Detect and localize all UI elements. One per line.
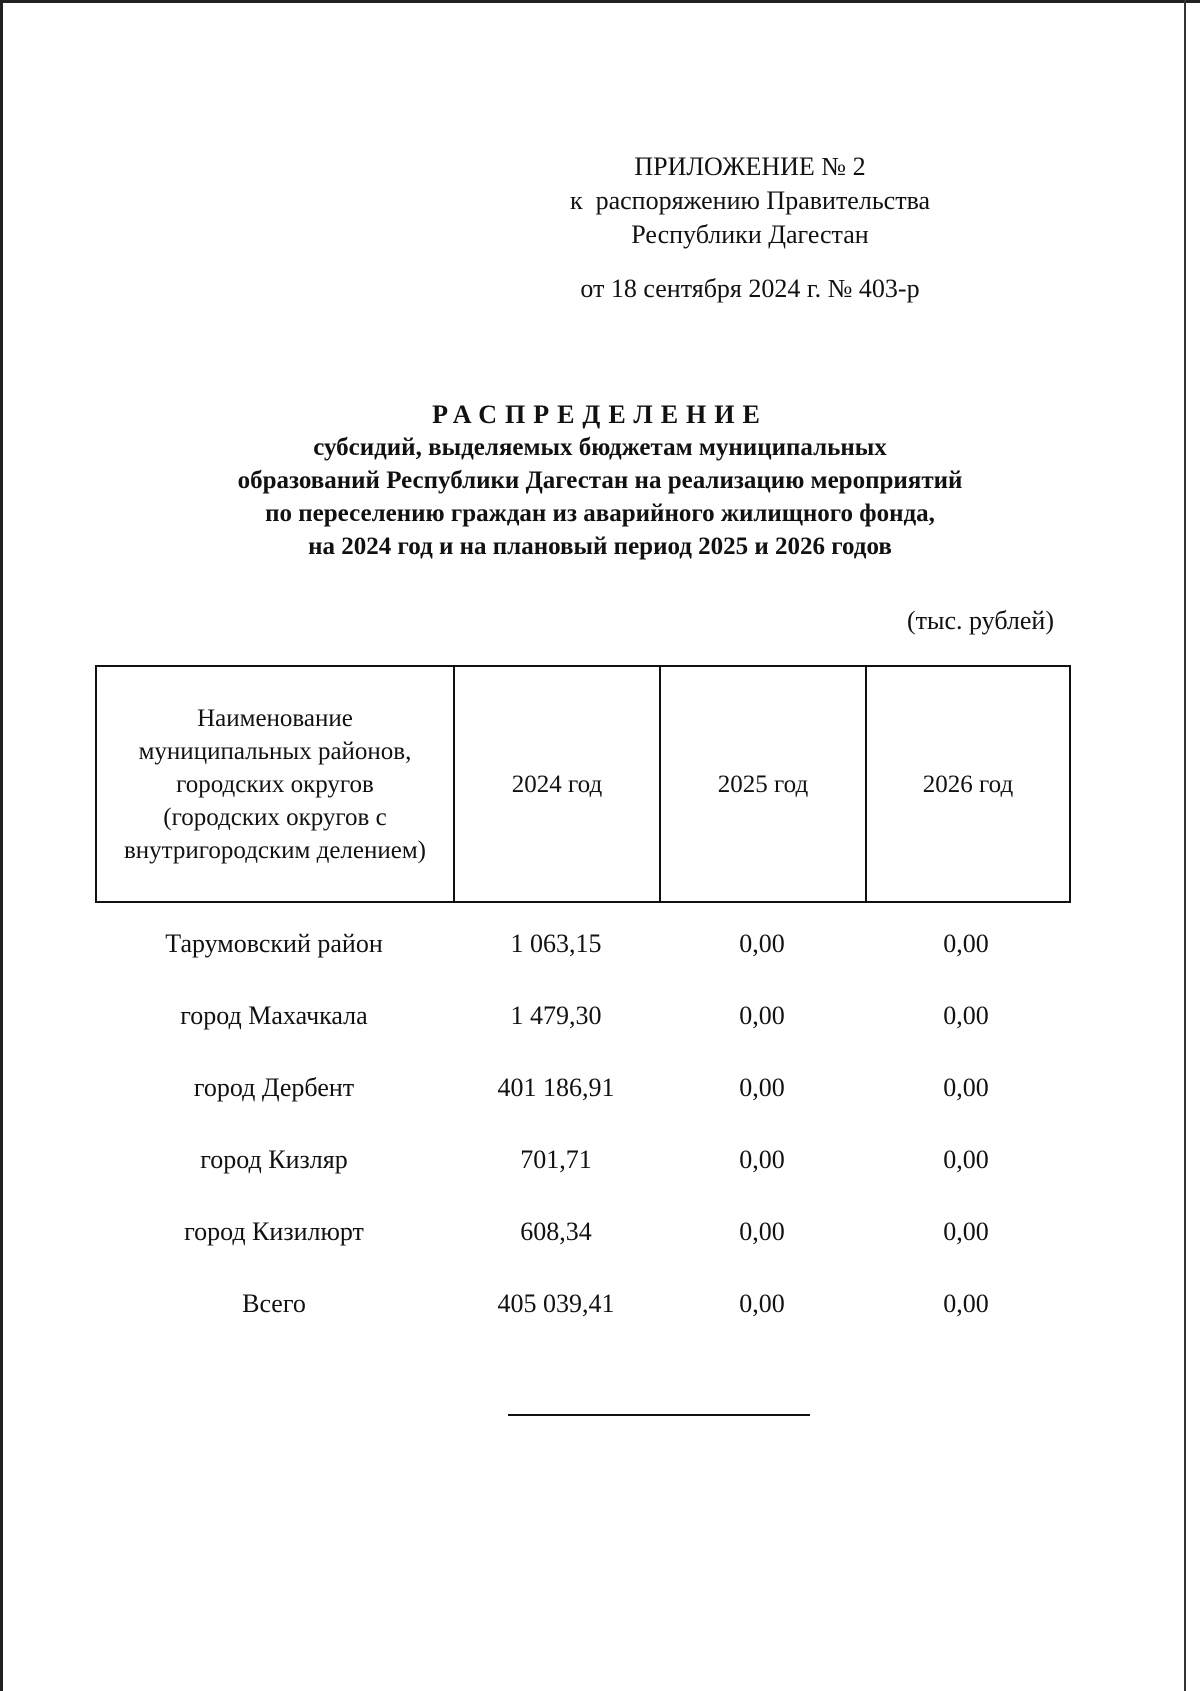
header-2025: 2025 год [661,667,867,901]
appendix-title: ПРИЛОЖЕНИЕ № 2 [634,152,866,181]
cell-2024: 405 039,41 [497,1289,615,1318]
appendix-line-1: к распоряжению Правительства [569,186,931,215]
document-title [100,398,1100,563]
table-row [95,908,1071,980]
table-row [95,980,1071,1052]
table-row [95,1052,1071,1124]
cell-2025: 0,00 [739,1073,785,1102]
table-row [95,1124,1071,1196]
cell-2025: 0,00 [739,929,785,958]
cell-2024: 1 479,30 [510,1001,602,1030]
appendix-line-2: Республики Дагестан [631,220,869,249]
document-subtitle-line: субсидий, выделяемых бюджетам муниципальных [313,434,887,461]
document-subtitle-line: по переселению граждан из аварийного жилищного фонда, [265,500,935,527]
cell-2024: 608,34 [520,1217,592,1246]
cell-2024: 701,71 [520,1145,592,1174]
end-of-document-rule [508,1414,810,1416]
cell-2025: 0,00 [739,1217,785,1246]
appendix-block [540,150,960,306]
document-heading: РАСПРЕДЕЛЕНИЕ [432,400,768,429]
cell-2026: 0,00 [943,1073,989,1102]
cell-2026: 0,00 [943,929,989,958]
page-border-left [0,0,3,1691]
header-name-line: Наименование [197,704,353,732]
cell-2025: 0,00 [739,1145,785,1174]
header-2024: 2024 год [455,667,661,901]
cell-name: Всего [242,1289,306,1318]
header-2026: 2026 год [922,770,1014,798]
cell-name: Тарумовский район [165,929,383,958]
cell-name: город Махачкала [180,1001,368,1030]
cell-2026: 0,00 [943,1001,989,1030]
cell-name: город Кизилюрт [184,1217,364,1246]
cell-2025: 0,00 [739,1289,785,1318]
document-subtitle-line: образований Республики Дагестан на реализацию мероприятий [237,467,963,494]
header-name-line: городских округов [176,770,374,798]
cell-name: город Дербент [193,1073,355,1102]
cell-2026: 0,00 [943,1289,989,1318]
cell-2026: 0,00 [943,1145,989,1174]
cell-2024: 401 186,91 [497,1073,615,1102]
table-header [95,665,1071,903]
document-subtitle-line: на 2024 год и на плановый период 2025 и 2026 годов [308,533,892,560]
header-name-line: внутригородским делением) [123,836,426,864]
cell-name: город Кизляр [200,1145,348,1174]
table-row-total [95,1268,1071,1340]
appendix-date: от 18 сентября 2024 г. № 403-р [580,274,920,303]
header-name-line: (городских округов с [163,803,387,831]
page-border-top [0,0,1200,3]
page-border-right [1184,0,1186,1691]
cell-2026: 0,00 [943,1217,989,1246]
header-name [97,667,455,901]
table-row [95,1196,1071,1268]
cell-2024: 1 063,15 [510,929,602,958]
units-label: (тыс. рублей) [906,606,1054,635]
cell-2025: 0,00 [739,1001,785,1030]
header-name-line: муниципальных районов, [138,737,412,765]
table-body [95,908,1071,1340]
